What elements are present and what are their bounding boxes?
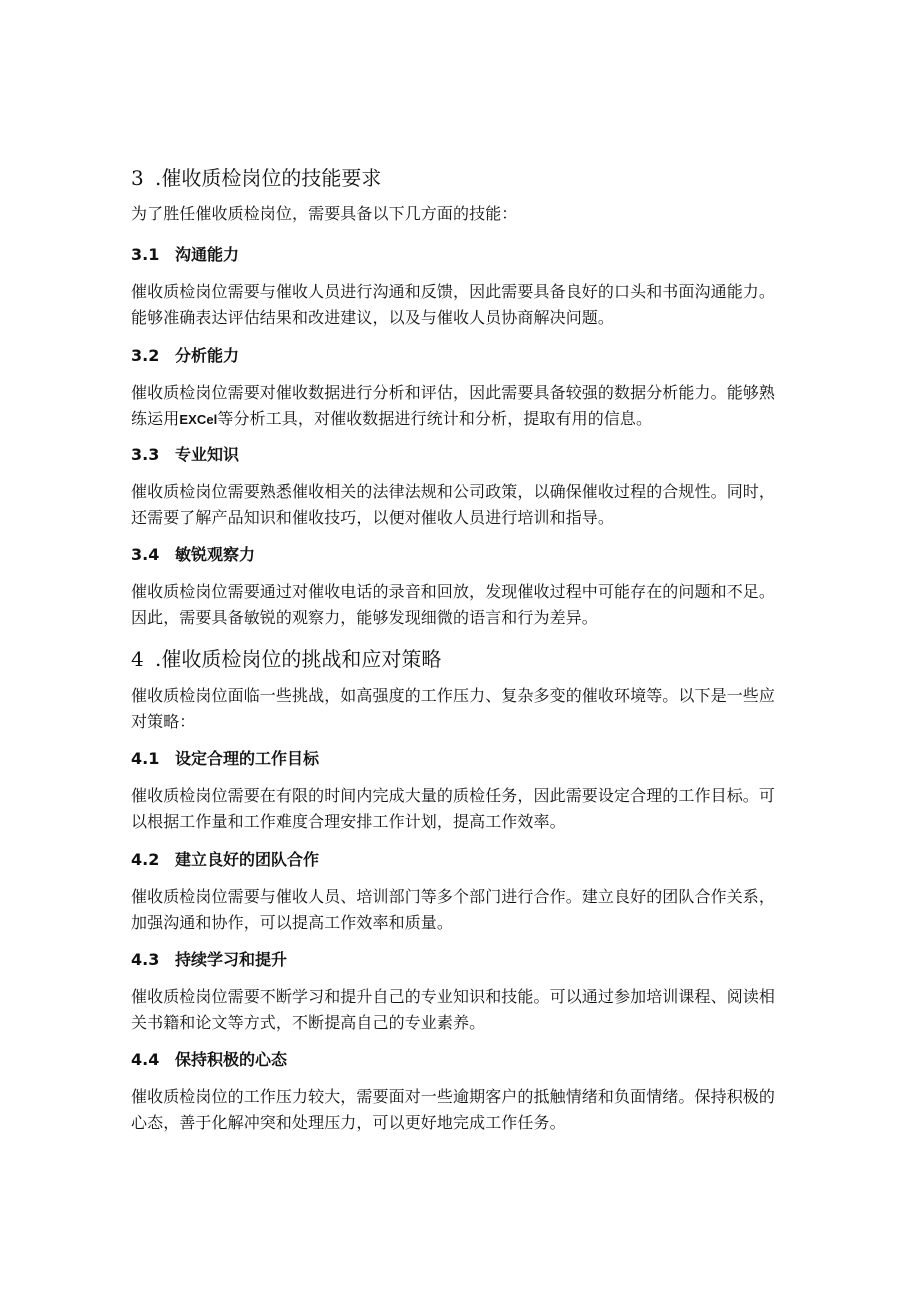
section-3-intro: 为了胜任催收质检岗位，需要具备以下几方面的技能： — [131, 204, 518, 223]
subsection-3-2-heading — [131, 345, 239, 367]
subsection-title: 持续学习和提升 — [175, 950, 288, 969]
subsection-number: 3.1 — [131, 245, 160, 264]
subsection-title: 敏锐观察力 — [175, 545, 256, 564]
subsection-4-3-heading — [131, 949, 287, 971]
subsection-3-3-heading — [131, 444, 239, 466]
subsection-title: 建立良好的团队合作 — [175, 850, 320, 869]
subsection-4-4-heading — [131, 1049, 287, 1071]
subsection-3-4-text: 催收质检岗位需要通过对催收电话的录音和回放，发现催收过程中可能存在的问题和不足。因此，需要具备敏锐的观察力，能够发现细微的语言和行为差异。 — [131, 582, 776, 627]
paragraph-text-part: 等分析工具，对催收数据进行统计和分析，提取有用的信息。 — [217, 409, 653, 428]
section-number: 3 — [131, 166, 144, 190]
subsection-number: 4.2 — [131, 850, 160, 869]
section-title: .催收质检岗位的挑战和应对策略 — [155, 647, 442, 671]
subsection-3-2-text — [131, 380, 781, 433]
section-4-intro: 催收质检岗位面临一些挑战，如高强度的工作压力、复杂多变的催收环境等。以下是一些应对策略： — [131, 686, 776, 731]
subsection-4-3-text: 催收质检岗位需要不断学习和提升自己的专业知识和技能。可以通过参加培训课程、阅读相关书籍和论文等方式，不断提高自己的专业素养。 — [131, 987, 776, 1032]
paragraph-text-part: 催收质检岗位需要对催收数据进行分析和评估，因此需要具备较强的数据分析能力。能够熟练运用 — [131, 383, 776, 428]
subsection-title: 沟通能力 — [175, 245, 240, 264]
subsection-4-2-text: 催收质检岗位需要与催收人员、培训部门等多个部门进行合作。建立良好的团队合作关系，加强沟通和协作，可以提高工作效率和质量。 — [131, 887, 776, 932]
subsection-number: 3.2 — [131, 346, 160, 365]
section-title: .催收质检岗位的技能要求 — [155, 166, 382, 190]
subsection-3-3-text: 催收质检岗位需要熟悉催收相关的法律法规和公司政策，以确保催收过程的合规性。同时，还需要了解产品知识和催收技巧，以便对催收人员进行培训和指导。 — [131, 482, 776, 527]
subsection-4-2-heading — [131, 849, 319, 871]
subsection-number: 4.4 — [131, 1050, 160, 1069]
subsection-number: 4.1 — [131, 749, 160, 768]
subsection-3-1-text: 催收质检岗位需要与催收人员进行沟通和反馈，因此需要具备良好的口头和书面沟通能力。能够准确表达评估结果和改进建议，以及与催收人员协商解决问题。 — [131, 282, 776, 327]
section-number: 4 — [131, 647, 144, 671]
subsection-title: 设定合理的工作目标 — [175, 749, 320, 768]
subsection-title: 保持积极的心态 — [175, 1050, 288, 1069]
subsection-title: 专业知识 — [175, 445, 240, 464]
subsection-4-1-heading — [131, 748, 319, 770]
subsection-4-4-text: 催收质检岗位的工作压力较大，需要面对一些逾期客户的抵触情绪和负面情绪。保持积极的心态，善于化解冲突和处理压力，可以更好地完成工作任务。 — [131, 1087, 776, 1132]
subsection-4-1-text: 催收质检岗位需要在有限的时间内完成大量的质检任务，因此需要设定合理的工作目标。可以根据工作量和工作难度合理安排工作计划，提高工作效率。 — [131, 786, 776, 831]
software-name: EXCel — [179, 412, 218, 427]
subsection-number: 3.4 — [131, 545, 160, 564]
subsection-number: 3.3 — [131, 445, 160, 464]
subsection-3-4-heading — [131, 544, 255, 566]
section-4-heading — [131, 646, 441, 672]
subsection-3-1-heading — [131, 244, 239, 266]
subsection-title: 分析能力 — [175, 346, 240, 365]
subsection-number: 4.3 — [131, 950, 160, 969]
section-3-heading — [131, 165, 381, 191]
